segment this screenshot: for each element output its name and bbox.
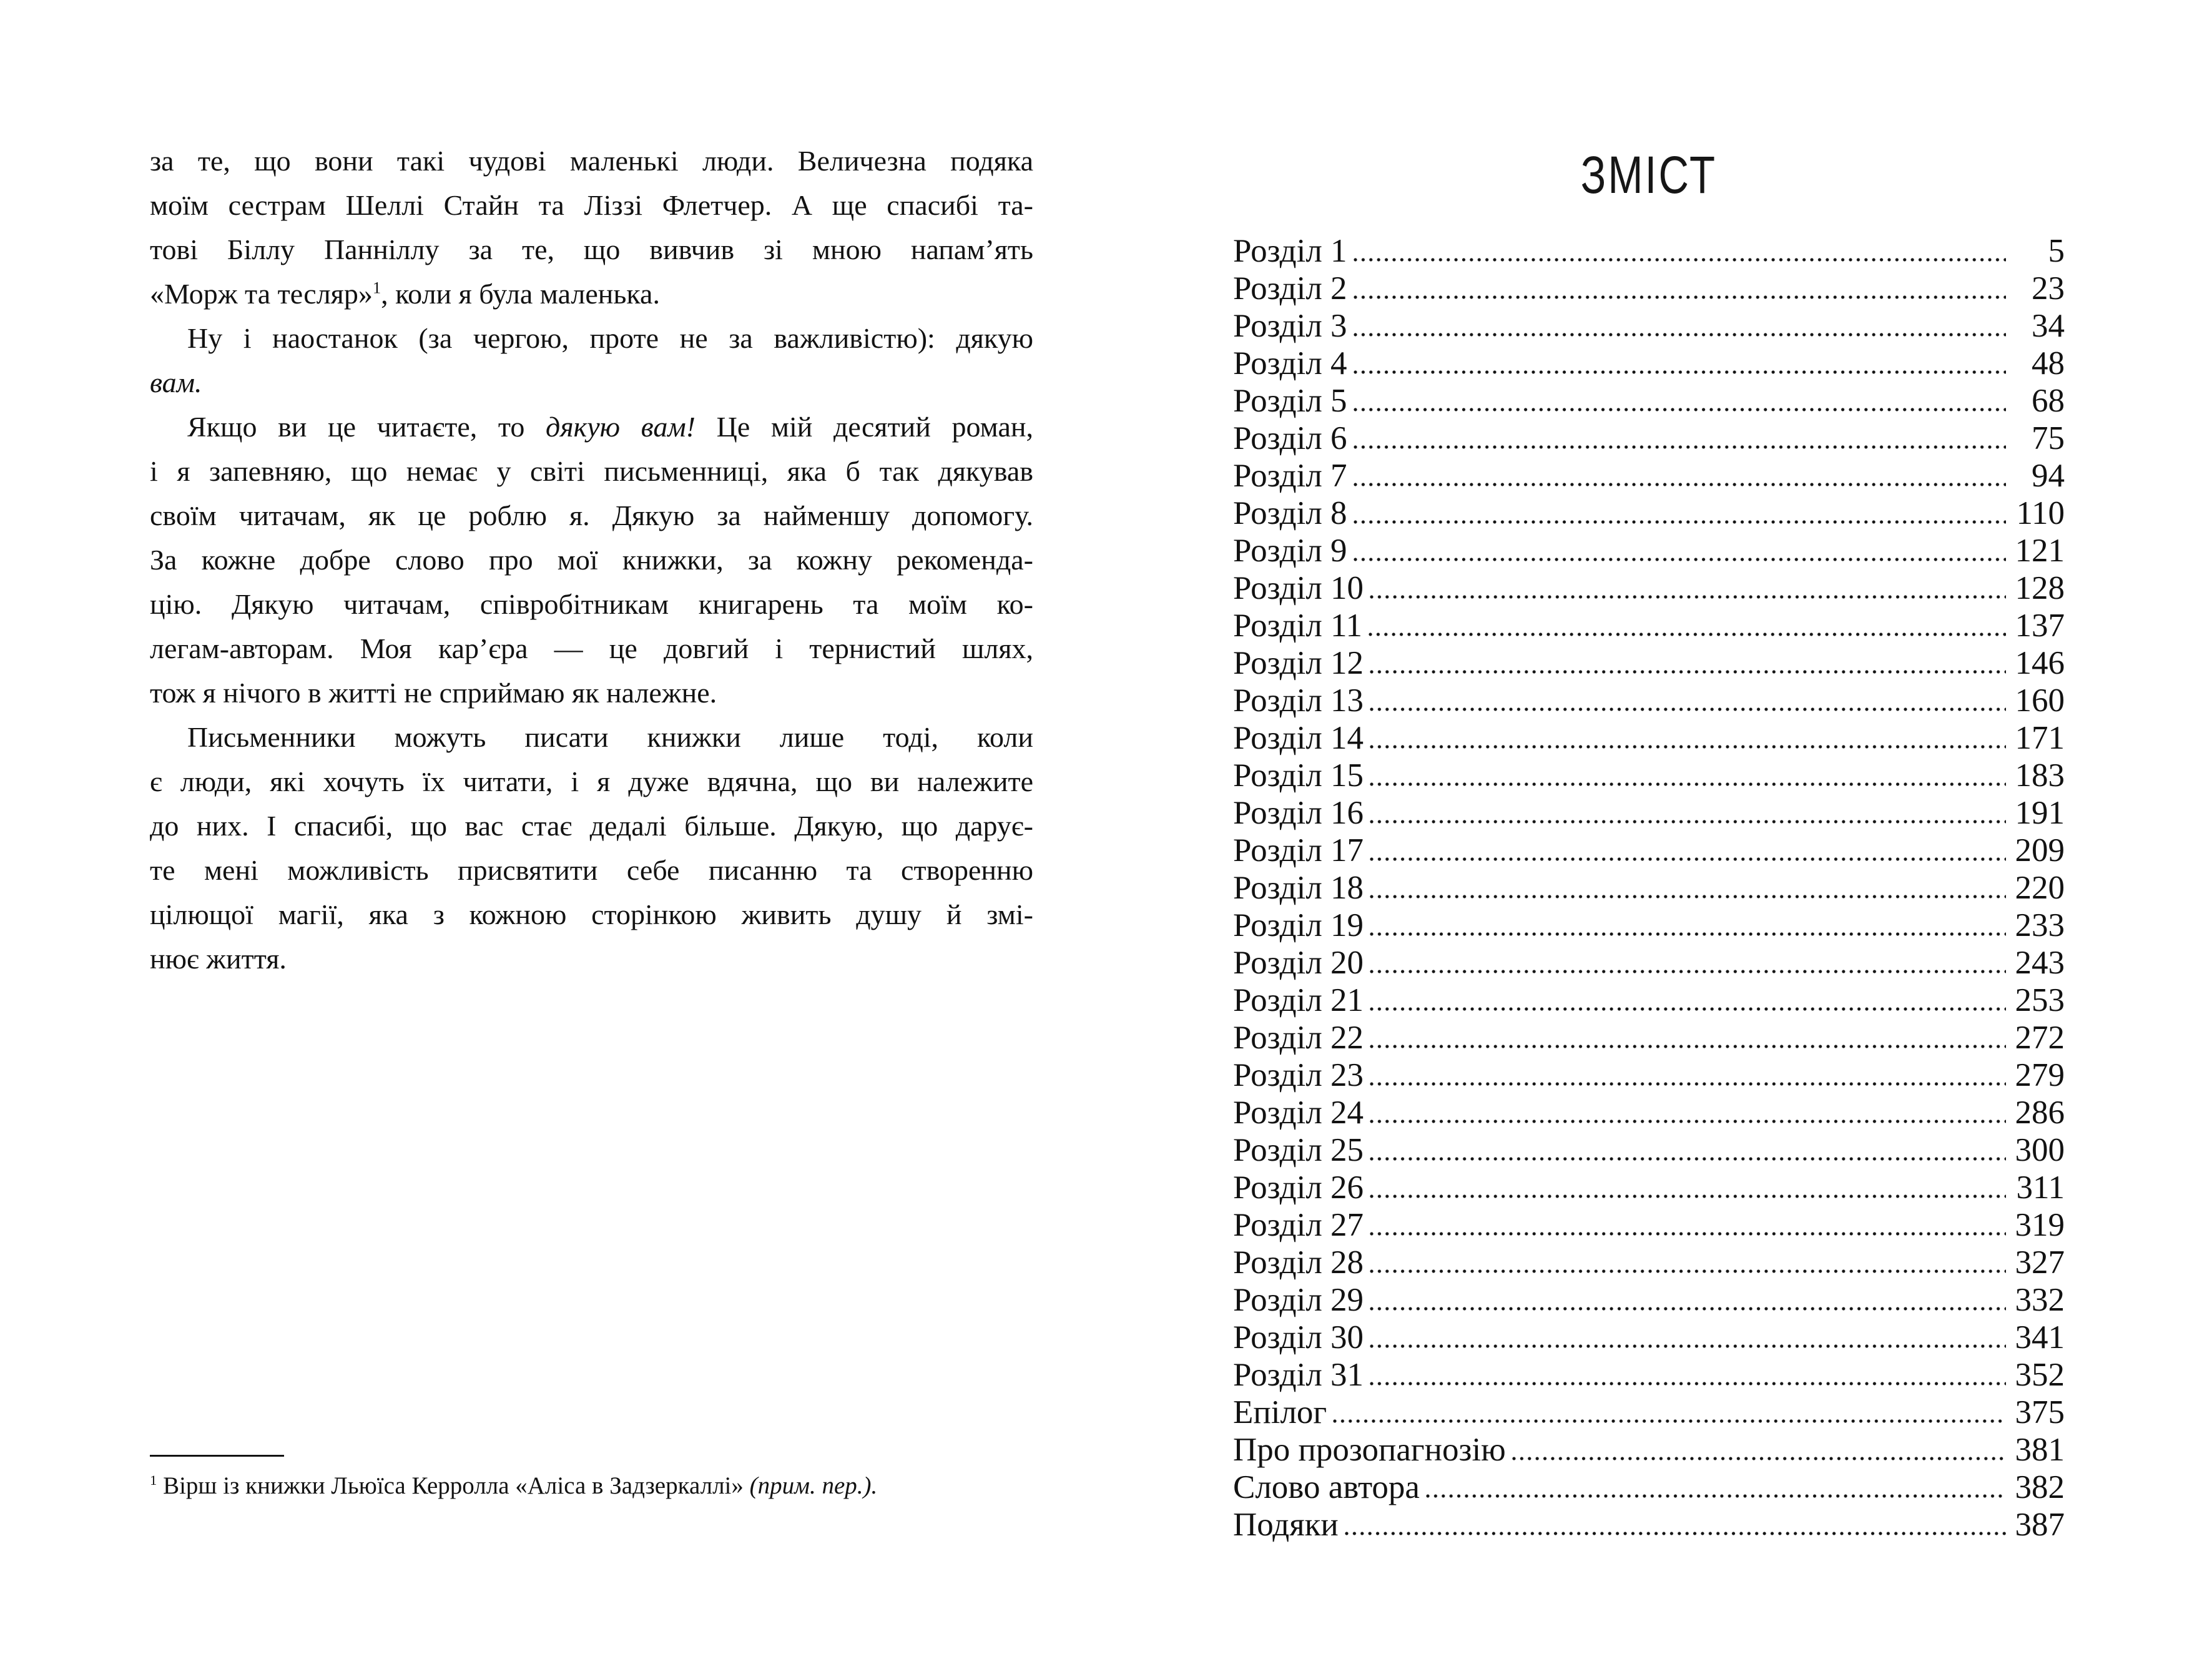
toc-entry	[1233, 907, 2065, 944]
body-text-line	[150, 227, 1033, 272]
toc-entry-label: Подяки	[1233, 1507, 1339, 1543]
toc-entry-label: Розділ 1	[1233, 233, 1347, 269]
toc-dot-leader	[1364, 1319, 2007, 1356]
toc-entry-page: 243	[2015, 945, 2065, 981]
toc-dot-leader	[1420, 1469, 2007, 1506]
toc-entry-page: 146	[2015, 645, 2065, 681]
toc-entry	[1233, 420, 2065, 457]
text-run: дякую вам!	[546, 411, 696, 443]
toc-entry	[1233, 1094, 2065, 1131]
toc-entry-label: Розділ 24	[1233, 1095, 1364, 1131]
toc-entry-label: Розділ 3	[1233, 308, 1347, 344]
body-text-line	[150, 538, 1033, 582]
toc-entry-label: Розділ 20	[1233, 945, 1364, 981]
toc-entry	[1233, 869, 2065, 907]
text-run: нює життя.	[150, 943, 287, 975]
toc-entry-page: 352	[2015, 1357, 2065, 1393]
toc-entry-page: 319	[2015, 1207, 2065, 1243]
body-text-line	[150, 360, 1033, 405]
toc-entry-page: 341	[2015, 1319, 2065, 1356]
toc-entry-label: Розділ 6	[1233, 420, 1347, 456]
body-text-line	[150, 316, 1033, 360]
toc-entry	[1233, 1244, 2065, 1281]
text-run: тові Біллу Панніллу за те, що вивчив зі мною напам’ять	[150, 234, 1033, 265]
text-run: , коли я була маленька.	[381, 278, 660, 310]
body-text-line	[150, 272, 1033, 316]
table-of-contents	[1233, 232, 2065, 1543]
text-run: моїм сестрам Шеллі Стайн та Ліззі Флетчер. А ще спасибі та-	[150, 189, 1033, 221]
toc-entry-page: 233	[2015, 907, 2065, 943]
toc-entry-label: Розділ 29	[1233, 1282, 1364, 1318]
toc-entry-page: 68	[2032, 383, 2065, 419]
toc-entry-page: 75	[2032, 420, 2065, 456]
toc-entry	[1233, 382, 2065, 420]
toc-entry	[1233, 1281, 2065, 1319]
toc-dot-leader	[1364, 794, 2007, 832]
toc-dot-leader	[1362, 607, 2007, 644]
toc-entry-label: Розділ 31	[1233, 1357, 1364, 1393]
toc-entry-page: 375	[2015, 1394, 2065, 1430]
toc-entry	[1233, 682, 2065, 719]
toc-dot-leader	[1347, 270, 2007, 307]
body-text-line	[150, 405, 1033, 449]
toc-entry-label: Розділ 14	[1233, 720, 1364, 756]
toc-entry	[1233, 644, 2065, 682]
toc-entry-label: Розділ 25	[1233, 1132, 1364, 1168]
toc-entry-label: Розділ 22	[1233, 1020, 1364, 1056]
toc-entry-label: Розділ 27	[1233, 1207, 1364, 1243]
toc-entry-label: Епілог	[1233, 1394, 1327, 1430]
toc-dot-leader	[1364, 869, 2007, 907]
toc-entry-label: Розділ 17	[1233, 832, 1364, 869]
footnote-rule	[150, 1455, 284, 1457]
toc-dot-leader	[1364, 644, 2007, 682]
body-text-line	[150, 139, 1033, 183]
toc-entry-page: 121	[2015, 533, 2065, 569]
toc-entry	[1233, 1131, 2065, 1169]
text-run: є люди, які хочуть їх читати, і я дуже вдячна, що ви належите	[150, 766, 1033, 797]
toc-entry-page: 191	[2015, 795, 2065, 831]
toc-entry	[1233, 270, 2065, 307]
footnote-ref: 1	[372, 278, 381, 297]
toc-entry-page: 128	[2015, 570, 2065, 606]
text-run: Ну і наостанок (за чергою, проте не за важливістю): дякую	[187, 322, 1033, 354]
toc-entry-page: 272	[2015, 1020, 2065, 1056]
toc-dot-leader	[1364, 832, 2007, 869]
toc-dot-leader	[1347, 420, 2007, 457]
body-text-line	[150, 715, 1033, 759]
toc-dot-leader	[1364, 719, 2007, 757]
toc-entry-page: 300	[2015, 1132, 2065, 1168]
toc-entry-page: 137	[2015, 608, 2065, 644]
toc-entry	[1233, 1394, 2065, 1431]
body-text-line	[150, 626, 1033, 671]
text-run: те мені можливість присвятити себе писанню та створенню	[150, 854, 1033, 886]
toc-entry	[1233, 457, 2065, 495]
text-run: Вірш із книжки Льюїса Керролла «Аліса в Задзеркаллі»	[157, 1472, 750, 1499]
left-page-text-block	[150, 139, 1033, 981]
toc-dot-leader	[1364, 907, 2007, 944]
toc-entry-label: Розділ 30	[1233, 1319, 1364, 1356]
toc-dot-leader	[1339, 1506, 2007, 1543]
text-run: вам.	[150, 367, 202, 398]
text-run: цію. Дякую читачам, співробітникам книгарень та моїм ко-	[150, 588, 1033, 620]
toc-entry	[1233, 1169, 2065, 1206]
body-text-line	[150, 937, 1033, 981]
toc-dot-leader	[1364, 757, 2007, 794]
toc-entry-page: 209	[2015, 832, 2065, 869]
toc-entry-label: Розділ 26	[1233, 1169, 1364, 1206]
toc-dot-leader	[1347, 382, 2007, 420]
toc-entry-label: Слово автора	[1233, 1469, 1420, 1505]
toc-entry-label: Розділ 2	[1233, 270, 1347, 307]
text-run: Якщо ви це читаєте, то	[187, 411, 546, 443]
text-run: за те, що вони такі чудові маленькі люди. Величезна подяка	[150, 145, 1033, 177]
toc-entry	[1233, 1206, 2065, 1244]
toc-entry	[1233, 794, 2065, 832]
toc-dot-leader	[1364, 1019, 2007, 1056]
toc-dot-leader	[1364, 1131, 2007, 1169]
toc-entry-label: Розділ 7	[1233, 458, 1347, 494]
toc-entry-label: Розділ 16	[1233, 795, 1364, 831]
toc-entry-label: Розділ 19	[1233, 907, 1364, 943]
toc-entry-label: Розділ 4	[1233, 345, 1347, 382]
toc-entry	[1233, 944, 2065, 982]
toc-entry	[1233, 1431, 2065, 1469]
body-text-line	[150, 892, 1033, 937]
text-run: до них. І спасибі, що вас стає дедалі більше. Дякую, що дарує-	[150, 810, 1033, 842]
text-run: легам-авторам. Моя кар’єра — це довгий і тернистий шлях,	[150, 633, 1033, 664]
toc-entry-page: 327	[2015, 1244, 2065, 1281]
toc-entry	[1233, 719, 2065, 757]
toc-dot-leader	[1347, 457, 2007, 495]
toc-entry	[1233, 1056, 2065, 1094]
toc-entry	[1233, 1319, 2065, 1356]
toc-entry	[1233, 832, 2065, 869]
toc-entry-label: Розділ 21	[1233, 982, 1364, 1018]
toc-entry-label: Про прозопагнозію	[1233, 1432, 1506, 1468]
toc-entry-page: 387	[2015, 1507, 2065, 1543]
toc-entry-label: Розділ 23	[1233, 1057, 1364, 1093]
toc-dot-leader	[1347, 495, 2007, 532]
body-text-line	[150, 183, 1033, 227]
toc-entry-label: Розділ 18	[1233, 870, 1364, 906]
toc-entry	[1233, 1019, 2065, 1056]
toc-title: ЗМІСТ	[1580, 145, 1718, 204]
toc-entry-page: 94	[2032, 458, 2065, 494]
toc-entry	[1233, 757, 2065, 794]
toc-dot-leader	[1347, 232, 2007, 270]
text-run: Це мій десятий роман,	[696, 411, 1033, 443]
body-text-line	[150, 848, 1033, 892]
toc-entry-page: 48	[2032, 345, 2065, 382]
toc-dot-leader	[1364, 1094, 2007, 1131]
toc-dot-leader	[1364, 1169, 2007, 1206]
toc-entry-page: 171	[2015, 720, 2065, 756]
toc-dot-leader	[1364, 982, 2007, 1019]
toc-entry-label: Розділ 5	[1233, 383, 1347, 419]
toc-dot-leader	[1364, 1281, 2007, 1319]
toc-dot-leader	[1364, 1244, 2007, 1281]
toc-entry-label: Розділ 11	[1233, 608, 1363, 644]
toc-entry	[1233, 495, 2065, 532]
toc-entry	[1233, 345, 2065, 382]
text-run: цілющої магії, яка з кожною сторінкою живить душу й змі-	[150, 898, 1033, 930]
toc-entry-page: 5	[2048, 233, 2065, 269]
body-text-line	[150, 759, 1033, 804]
body-text-line	[150, 582, 1033, 626]
toc-dot-leader	[1327, 1394, 2007, 1431]
text-run: тож я нічого в житті не сприймаю як належне.	[150, 677, 717, 709]
body-text-line	[150, 449, 1033, 493]
toc-entry	[1233, 982, 2065, 1019]
text-run: своїм читачам, як це роблю я. Дякую за найменшу допомогу.	[150, 500, 1033, 531]
toc-entry-label: Розділ 8	[1233, 495, 1347, 531]
toc-entry-page: 381	[2015, 1432, 2065, 1468]
toc-dot-leader	[1364, 1056, 2007, 1094]
toc-entry-page: 311	[2016, 1169, 2065, 1206]
toc-dot-leader	[1506, 1431, 2007, 1469]
body-text-line	[150, 671, 1033, 715]
toc-entry-label: Розділ 9	[1233, 533, 1347, 569]
toc-entry	[1233, 1356, 2065, 1394]
toc-entry-page: 279	[2015, 1057, 2065, 1093]
toc-entry-label: Розділ 10	[1233, 570, 1364, 606]
toc-entry	[1233, 307, 2065, 345]
toc-entry-page: 110	[2016, 495, 2065, 531]
toc-entry-page: 332	[2015, 1282, 2065, 1318]
toc-entry	[1233, 607, 2065, 644]
text-run: За кожне добре слово про мої книжки, за кожну рекоменда-	[150, 544, 1033, 576]
toc-entry-label: Розділ 28	[1233, 1244, 1364, 1281]
toc-dot-leader	[1364, 569, 2007, 607]
toc-entry-label: Розділ 13	[1233, 682, 1364, 719]
toc-entry	[1233, 232, 2065, 270]
toc-entry-page: 23	[2032, 270, 2065, 307]
toc-entry	[1233, 569, 2065, 607]
toc-dot-leader	[1347, 345, 2007, 382]
toc-entry-label: Розділ 15	[1233, 757, 1364, 794]
toc-dot-leader	[1347, 532, 2007, 569]
toc-entry	[1233, 532, 2065, 569]
toc-entry-page: 382	[2015, 1469, 2065, 1505]
toc-dot-leader	[1364, 944, 2007, 982]
text-run: і я запевняю, що немає у світі письменниці, яка б так дякував	[150, 455, 1033, 487]
text-run: Письменники можуть писати книжки лише тоді, коли	[187, 721, 1033, 753]
footnote-ref: 1	[150, 1472, 157, 1488]
toc-entry-page: 160	[2015, 682, 2065, 719]
text-run: (прим. пер.).	[749, 1472, 878, 1499]
toc-dot-leader	[1364, 1356, 2007, 1394]
toc-entry-page: 220	[2015, 870, 2065, 906]
toc-entry	[1233, 1469, 2065, 1506]
body-text-line	[150, 804, 1033, 848]
text-run: «Морж та тесляр»	[150, 278, 373, 310]
toc-dot-leader	[1364, 1206, 2007, 1244]
footnote-text	[150, 1469, 1036, 1504]
body-text-line	[150, 493, 1033, 538]
toc-entry-page: 183	[2015, 757, 2065, 794]
toc-dot-leader	[1347, 307, 2007, 345]
toc-entry-page: 286	[2015, 1095, 2065, 1131]
toc-entry-label: Розділ 12	[1233, 645, 1364, 681]
toc-entry-page: 34	[2032, 308, 2065, 344]
toc-entry-page: 253	[2015, 982, 2065, 1018]
toc-entry	[1233, 1506, 2065, 1543]
toc-dot-leader	[1364, 682, 2007, 719]
